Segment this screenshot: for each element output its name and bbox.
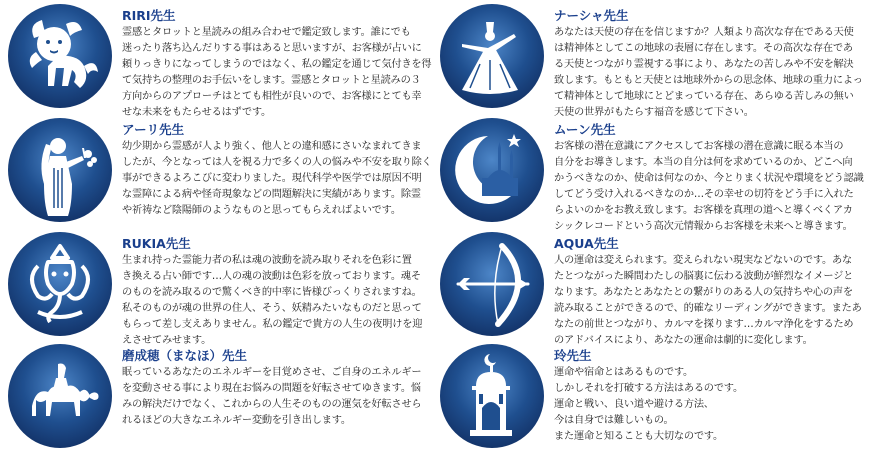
- fortune-teller-name: 玲先生: [554, 348, 592, 363]
- fortune-teller-card-moon[interactable]: [438, 116, 868, 232]
- fortune-teller-card-aari[interactable]: [6, 116, 436, 228]
- maiden-icon: [8, 118, 112, 222]
- fortune-teller-description: あなたは天使の存在を信じますか？人類より高次な存在である天使 は精神体としてこの地球の表層に存在します。その高次な存在であ る天使とつながり霊視する事により、あなたの苦しみや不安を解決 致します。もともと天使とは地球外からの思念体、地球の重力によっ て精神体として地球にとどまっている存在、あらゆる苦しみの無い 天使の世界がもたらす福音を感じて下さい。: [554, 27, 863, 118]
- dervish-icon: [440, 4, 544, 108]
- fortune-teller-card-riri[interactable]: [6, 2, 436, 118]
- lion-icon: [8, 4, 112, 108]
- fortune-teller-card-nasha[interactable]: [438, 2, 868, 118]
- fortune-teller-name: ムーン先生: [554, 122, 616, 137]
- ganesha-icon: [8, 232, 112, 336]
- fortune-teller-name: アーリ先生: [122, 122, 185, 137]
- bow-arrow-icon: [440, 232, 544, 336]
- fortune-teller-description: 霊感とタロットと星読みの組み合わせで鑑定致します。誰にでも 迷ったり落ち込んだりする事はあると思いますが、お客様が占いに 頼りっきりになってしまうのではなく、私の鑑定を通じて気付きを得 て気持ちの整理のお手伝いをします。霊感とタロットと星読みの３ 方向からのアプローチはとても相性が良いので、お客様にとても幸 せな未来をもたらせるはずです。: [122, 27, 432, 118]
- camel-icon: [8, 344, 112, 448]
- fortune-teller-description: 運命や宿命とはあるものです。 しかしそれを打破する方法はあるのです。 運命と戦い、良い道や避ける方法、 今は自身では難しいもの。 また運命と知ることも大切なのです。: [554, 367, 743, 442]
- fortune-teller-name: ナーシャ先生: [554, 8, 629, 23]
- fortune-teller-card-manaho[interactable]: [6, 342, 436, 454]
- fortune-teller-description: 眠っているあなたのエネルギーを目覚めさせ、ご自身のエネルギー を変動させる事により現在お悩みの問題を好転させてゆきます。悩 みの解決だけでなく、これからの人生そのものの運気を好転させら れるほどの大きなエネルギー変動を引き出します。: [122, 367, 422, 426]
- fortune-teller-card-aqua[interactable]: [438, 230, 868, 346]
- fortune-teller-name: 磨成穂（まなほ）先生: [122, 348, 248, 363]
- fortune-teller-card-rei[interactable]: [438, 342, 868, 454]
- lantern-icon: [440, 344, 544, 448]
- fortune-teller-name: AQUA先生: [554, 236, 619, 251]
- moon-mosque-icon: [440, 118, 544, 222]
- fortune-teller-name: RIRI先生: [122, 8, 176, 23]
- fortune-teller-description: 幼少期から霊感が人より強く、他人との違和感にさいなまれてきま したが、今となっては人を視る力で多くの人の悩みや不安を取り除く 事ができるよろこびに変わりました。現代科学や医学では原因不明 な霊障による病や怪奇現象などの問題解決に実績があります。除霊 や祈祷など陰陽師のようなものと思ってもらえればよいです。: [122, 141, 432, 216]
- fortune-teller-name: RUKIA先生: [122, 236, 191, 251]
- fortune-teller-description: 人の運命は変えられます。変えられない現実などないのです。あな たとつながった瞬間わたしの脳裏に伝わる波動が鮮烈なイメージと なります。あなたとあなたとの繋がりのある人の気持ちや心の声を 読み取ることができるので、的確なリーディングができます。またあ なたの前世とつながり、カルマを探ります…カルマ浄化をするため のアドバイスにより、あなたの運命は劇的に変化します。: [554, 255, 862, 346]
- fortune-teller-description: お客様の潜在意識にアクセスしてお客様の潜在意識に眠る本当の 自分をお導きします。本当の自分は何を求めているのか、どこへ向 かうべきなのか、使命は何なのか、今とりまく状況や環境をどう認識 してどう受け入れるべきなのか…その幸せの切符をどう手に入れた らよいのかをお教え致します。お客様を真理の道へと導くべくアカ シックレコードという高次元情報からお客様を未来へと導きます。: [554, 141, 864, 232]
- fortune-teller-description: 生まれ持った霊能力者の私は魂の波動を読み取りそれを色彩に置 き換える占い師です…人の魂の波動は色彩を放っております。魂そ のものを読み取るので驚くべき的中率に皆様びっくりされますね。 私そのものが魂の世界の住人、そう、妖精みたいなものだと思って もらって差し支えありません。私の鑑定で貴方の人生の夜明けを迎 えさせてみせます。: [122, 255, 423, 346]
- fortune-teller-card-rukia[interactable]: [6, 230, 436, 346]
